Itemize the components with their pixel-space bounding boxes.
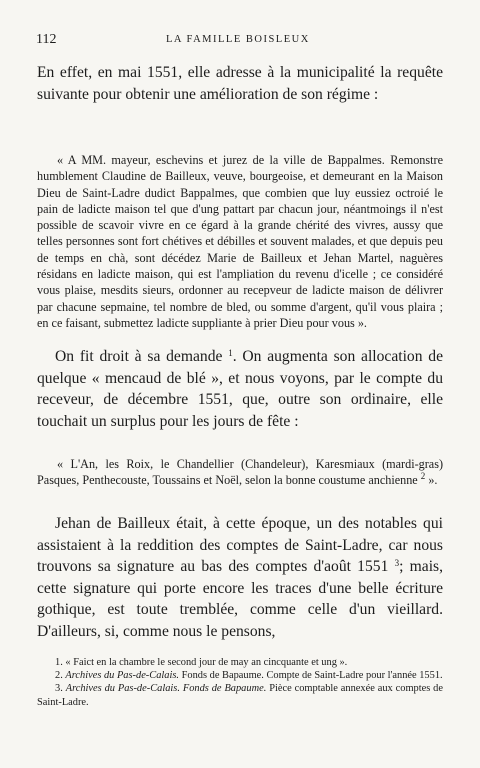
paragraph-3-text-b: ; mais, cette signature qui porte encore les traces d'une belle écriture gothique, est toute tremblée, comme celle d'un vieillard. D'ailleurs, si, comme nous le pensons, — [37, 558, 443, 640]
feast-days-text: « L'An, les Roix, le Chandellier (Chandeleur), Karesmiaux (mardi-gras) Pasques, Penthecouste, Toussains et Noël, selon la bonne coustume anchienne — [37, 457, 443, 488]
paragraph-2-text-a: On fit droit à sa demande — [55, 348, 229, 365]
paragraph-1: En effet, en mai 1551, elle adresse à la municipalité la requête suivante pour obtenir une amélioration de son régime : — [37, 64, 443, 103]
footnote-1 — [37, 656, 443, 669]
footnote-number: 2. — [55, 670, 63, 682]
footnote-text: Pièce comptable annexée aux comptes de Saint-Ladre. — [37, 683, 443, 708]
petition-quote: « A MM. mayeur, eschevins et jurez de la ville de Bappalmes. Remonstre humblement Claudine de Bailleux, veuve, bourgeoise, et demeurant en la Maison Dieu de Saint-Ladre dudict Bappalmes, que combien que luy eussiez octroié le pain de ladicte maison tel que d'ung pattart par chacun jour, néantmoings il n'est possible de scavoir vivre en ce égard à la grande chérité des vivres, aussy que telles personnes sont fort chétives et débilles et souvent malades, et que depuis peu de temps en chà, sont décédez Marie de Bailleux et Jehan Martel, naguères résidans en ladicte maison, qui est l'ampliation du revenu d'icelle ; ce considéré vous plaise, mesdits sieurs, ordonner au recepveur de ladicte maison de délivrer par chacune sepmaine, tel nombre de bled, ou somme d'argent, qu'il vous plaira ; en ce faisant, submettez ladicte suppliante à prier Dieu pour vous ». — [37, 153, 443, 330]
paragraph-3-text-a: Jehan de Bailleux était, à cette époque, un des notables qui assistaient à la reddition des comptes de Saint-Ladre, car nous trouvons sa signature au bas des comptes d'août 1551 — [37, 515, 443, 575]
footnote-number: 1. — [55, 657, 63, 668]
footnote-number: 3. — [55, 683, 63, 695]
footnote-text: Fonds de Bapaume. Compte de Saint-Ladre pour l'année 1551. — [179, 670, 443, 682]
feast-days-end: ». — [425, 473, 438, 488]
footnotes — [37, 656, 443, 709]
paragraph-3 — [37, 513, 443, 642]
paragraph-2-text-b: . On augmenta son allocation de quelque « mencaud de blé », et nous voyons, par le compte du receveur, de décembre 1551, que, outre son ordinaire, elle touchait un surplus pour les jours de fête : — [37, 348, 444, 430]
running-head: LA FAMILLE BOISLEUX — [166, 34, 310, 45]
footnote-3 — [37, 682, 443, 708]
paragraph-2 — [37, 346, 443, 432]
footnote-source: Archives du Pas-de-Calais. — [65, 670, 180, 682]
feast-days-quote — [37, 456, 443, 489]
footnote-ref-1: 1 — [228, 348, 233, 358]
footnote-2 — [37, 669, 443, 682]
footnote-ref-3: 3 — [394, 558, 400, 568]
page-number: 112 — [36, 32, 57, 47]
page-header — [36, 32, 444, 50]
footnote-text: « Faict en la chambre le second jour de may an cincquante et ung ». — [62, 657, 348, 668]
footnote-ref-2: 2 — [420, 471, 426, 482]
footnote-source: Archives du Pas-de-Calais. Fonds de Bapaume. — [65, 683, 267, 695]
